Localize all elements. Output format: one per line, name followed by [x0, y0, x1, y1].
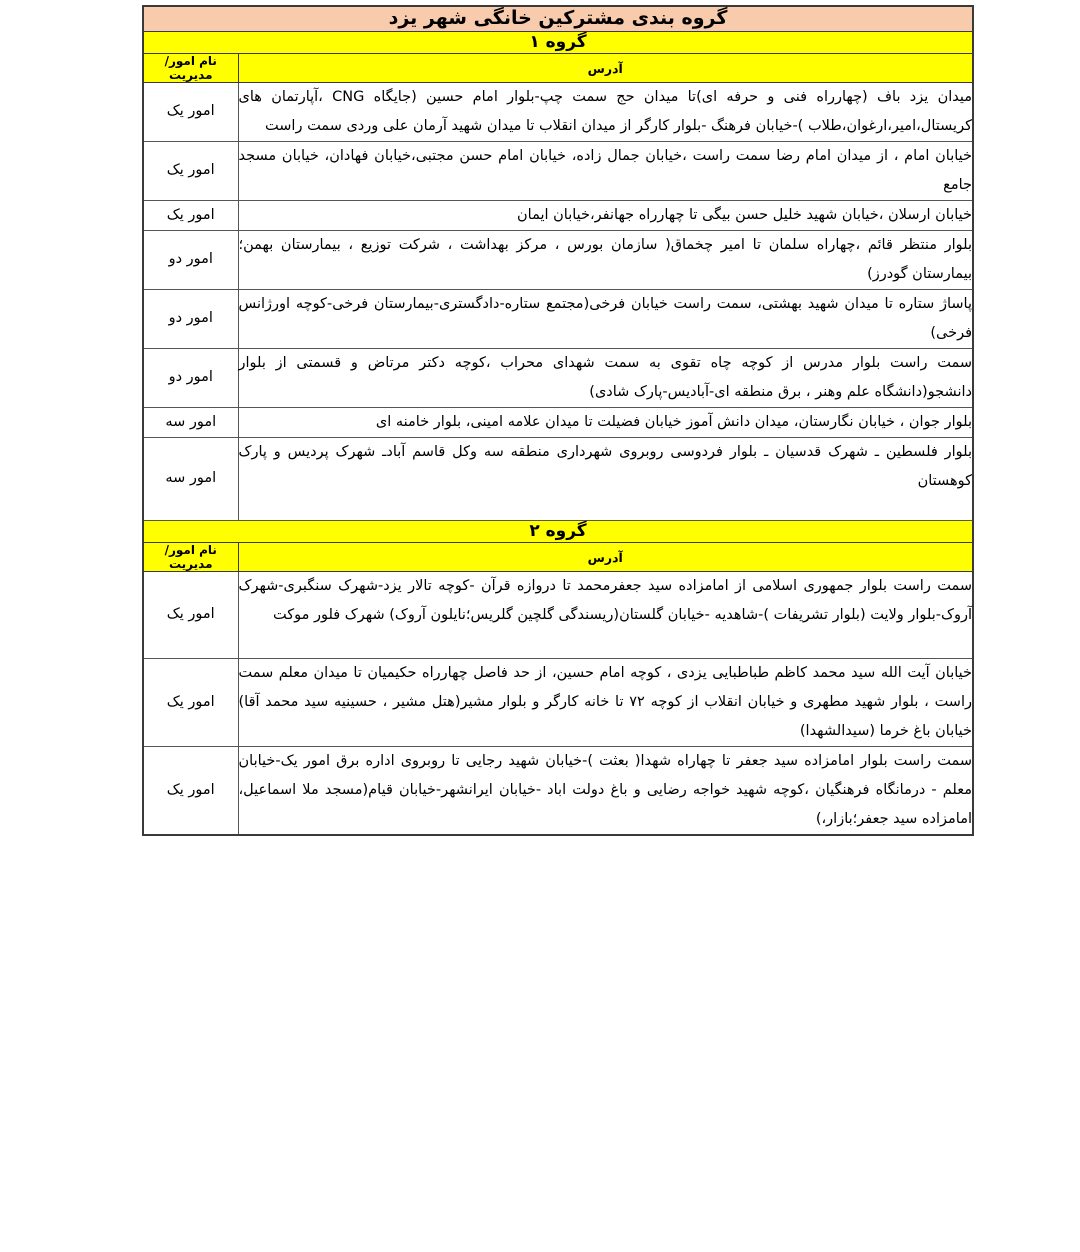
- address-cell: خیابان امام ، از میدان امام رضا سمت راست ،خیابان جمال زاده، خیابان امام حسن مجتبی،خیابان فهادان، خیابان مسجد جامع: [238, 142, 973, 201]
- name-cell: امور یک: [143, 659, 238, 747]
- column-header-name: نام امور/مدیریت: [143, 54, 238, 83]
- address-cell: سمت راست بلوار مدرس از کوچه چاه تقوی به سمت شهدای محراب ،کوچه دکتر مرتاض و قسمتی از بلوار دانشجو(دانشگاه علم وهنر ، برق منطقه ای-آبادیس-پارک شادی): [238, 349, 973, 408]
- table-row: [143, 142, 973, 201]
- table-row: [143, 349, 973, 408]
- address-cell: خیابان آیت الله سید محمد کاظم طباطبایی یزدی ، کوچه امام حسین، از حد فاصل چهارراه حکیمیان تا میدان معلم سمت راست ، بلوار شهید مطهری و خیابان انقلاب از کوچه ۷۲ تا خانه کارگر و بلوار مشیر(هتل مشیر ، حسینیه سید محمد آقا) خیابان باغ خرما (سیدالشهدا): [238, 659, 973, 747]
- address-cell: سمت راست بلوار امامزاده سید جعفر تا چهاراه شهدا( بعثت )-خیابان شهید رجایی تا روبروی اداره برق امور یک-خیابان معلم - درمانگاه فرهنگیان ،کوچه شهید خواجه رضایی و باغ دولت اباد -خیابان ایرانشهر-خیابان قیام(مسجد ملا اسماعیل، امامزاده سید جعفر؛بازار،): [238, 747, 973, 836]
- group-label-2: گروه ۲: [143, 521, 973, 543]
- group-label-1: گروه ۱: [143, 31, 973, 53]
- address-cell: خیابان ارسلان ،خیابان شهید خلیل حسن بیگی تا چهارراه جهانفر،خیابان ایمان: [238, 201, 973, 231]
- table-row: [143, 290, 973, 349]
- address-cell: میدان یزد باف (چهارراه فنی و حرفه ای)تا میدان حج سمت چپ-بلوار امام حسین (جایگاه CNG ،آپارتمان های کریستال،امیر،ارغوان،طلاب )-خیابان فرهنگ -بلوار کارگر از میدان انقلاب تا میدان شهید آرمان علی وردی سمت راست: [238, 83, 973, 142]
- name-cell: امور یک: [143, 747, 238, 836]
- column-header-name: نام امور/مدیریت: [143, 543, 238, 572]
- document-title: گروه بندی مشترکین خانگی شهر یزد: [143, 6, 973, 31]
- column-header-row: [143, 54, 973, 83]
- address-cell: بلوار جوان ، خیابان نگارستان، میدان دانش آموز خیابان فضیلت تا میدان علامه امینی، بلوار خامنه ای: [238, 408, 973, 438]
- table-row: [143, 83, 973, 142]
- column-header-row: [143, 543, 973, 572]
- table-row: [143, 231, 973, 290]
- table-row: [143, 438, 973, 521]
- name-cell: امور دو: [143, 349, 238, 408]
- name-cell: امور یک: [143, 572, 238, 659]
- title-row: [143, 6, 973, 31]
- name-cell: امور سه: [143, 408, 238, 438]
- table-row: [143, 747, 973, 836]
- table-row: [143, 408, 973, 438]
- group-header-row: [143, 521, 973, 543]
- customer-grouping-table: [142, 5, 974, 836]
- address-cell: بلوار منتظر قائم ،چهاراه سلمان تا امیر چخماق( سازمان بورس ، مرکز بهداشت ، شرکت توزیع ، بیمارستان بهمن؛ بیمارستان گودرز): [238, 231, 973, 290]
- column-header-address: آدرس: [238, 54, 973, 83]
- name-cell: امور دو: [143, 231, 238, 290]
- name-cell: امور یک: [143, 201, 238, 231]
- table-body: [143, 6, 973, 835]
- table-row: [143, 659, 973, 747]
- group-header-row: [143, 31, 973, 53]
- name-cell: امور یک: [143, 83, 238, 142]
- name-cell: امور دو: [143, 290, 238, 349]
- address-cell: پاساژ ستاره تا میدان شهید بهشتی، سمت راست خیابان فرخی(مجتمع ستاره-دادگستری-بیمارستان فرخی-کوچه اورژانس فرخی): [238, 290, 973, 349]
- table-row: [143, 572, 973, 659]
- name-cell: امور یک: [143, 142, 238, 201]
- address-cell: سمت راست بلوار جمهوری اسلامی از امامزاده سید جعفرمحمد تا دروازه قرآن -کوچه تالار یزد-شهرک سنگبری-شهرک آروک-بلوار ولایت (بلوار تشریفات )-شاهدیه -خیابان گلستان(ریسندگی گلچین گلریس؛نایلون آروک) شهرک فلور موکت: [238, 572, 973, 659]
- column-header-address: آدرس: [238, 543, 973, 572]
- address-cell: بلوار فلسطین ـ شهرک قدسیان ـ بلوار فردوسی روبروی شهرداری منطقه سه وکل قاسم آبادـ شهرک پردیس و پارک کوهستان: [238, 438, 973, 521]
- table-row: [143, 201, 973, 231]
- name-cell: امور سه: [143, 438, 238, 521]
